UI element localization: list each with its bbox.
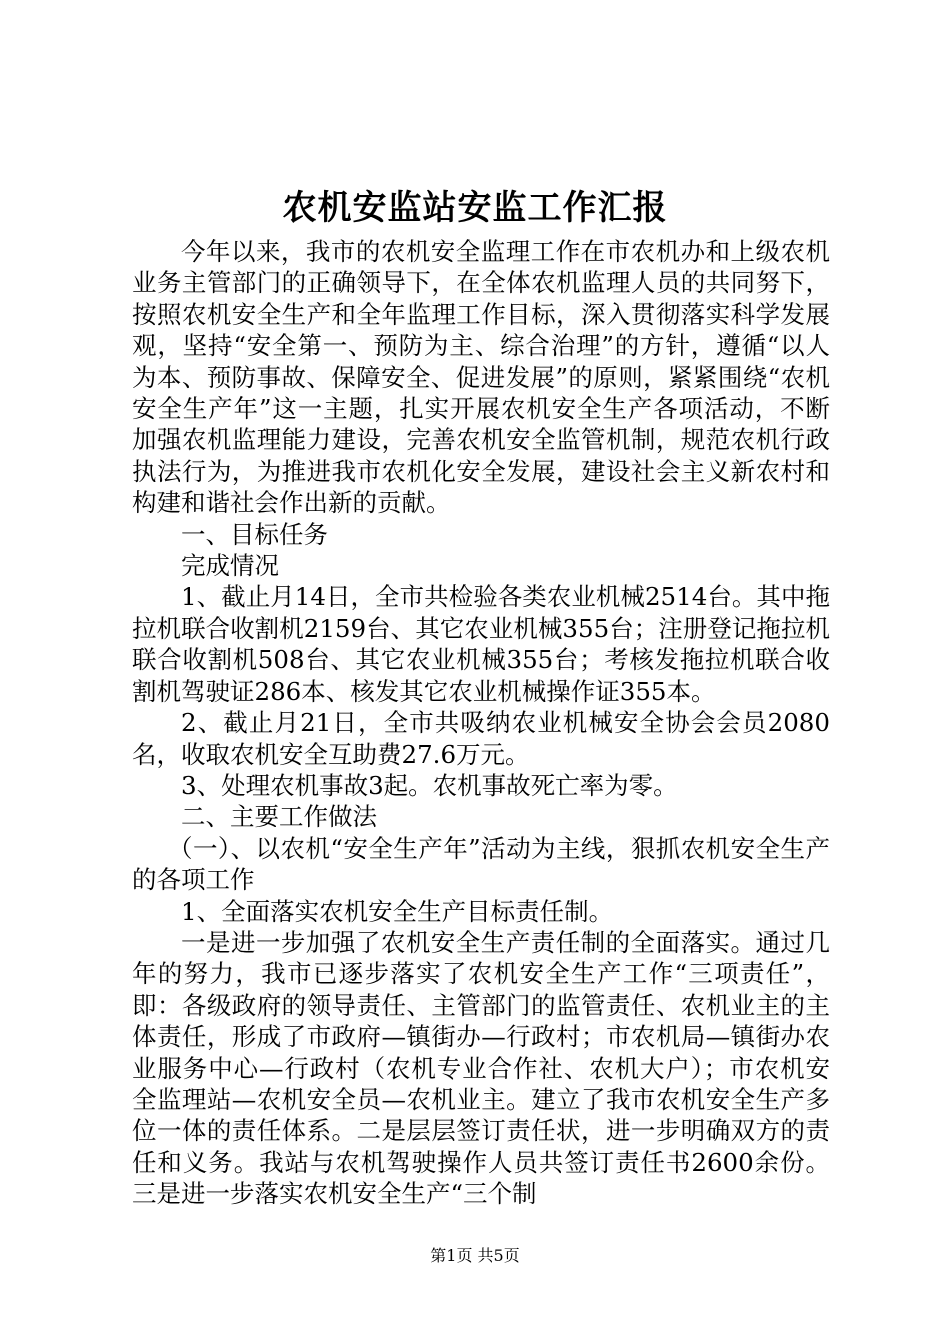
paragraph-item-2: 2、截止月21日，全市共吸纳农业机械安全协会会员2080名，收取农机安全互助费27.6万元。 [132,708,830,769]
document-body [132,236,830,1210]
page-footer: 第1页 共5页 [430,1246,520,1265]
subsection-heading-1: （一）、以农机“安全生产年”活动为主线，狠抓农机安全生产的各项工作 [132,833,830,895]
section-heading-methods: 二、主要工作做法 [181,802,377,832]
paragraph-item-3: 3、处理农机事故3起。农机事故死亡率为零。 [181,770,678,800]
paragraph-item-1: 1、截止月14日，全市共检验各类农业机械2514台。其中拖拉机联合收割机2159台、其它农业机械355台；注册登记拖拉机联合收割机508台、其它农业机械355台；考核发拖拉机联合收割机驾驶证286本、核发其它农业机械操作证355本。 [132,582,830,706]
paragraph-point-1: 1、全面落实农机安全生产目标责任制。 [181,896,614,926]
paragraph-intro: 今年以来，我市的农机安全监理工作在市农机办和上级农机业务主管部门的正确领导下，在全体农机监理人员的共同努下，按照农机安全生产和全年监理工作目标，深入贯彻落实科学发展观，坚持“安全第一、预防为主、综合治理”的方针，遵循“以人为本、预防事故、保障安全、促进发展”的原则，紧紧围绕“农机安全生产年”这一主题，扎实开展农机安全生产各项活动，不断加强农机监理能力建设，完善农机安全监管机制，规范农机行政执法行为，为推进我市农机化安全发展，建设社会主义新农村和构建和谐社会作出新的贡献。 [132,237,830,518]
document-title: 农机安监站安监工作汇报 [282,188,668,228]
subheading-completion: 完成情况 [181,551,279,581]
paragraph-details: 一是进一步加强了农机安全生产责任制的全面落实。通过几年的努力，我市已逐步落实了农机安全生产工作“三项责任”，即：各级政府的领导责任、主管部门的监管责任、农机业主的主体责任，形成了市政府—镇街办—行政村；市农机局—镇街办农业服务中心—行政村（农机专业合作社、农机大户）；市农机安全监理站—农机安全员—农机业主。建立了我市农机安全生产多位一体的责任体系。二是层层签订责任状，进一步明确双方的责任和义务。我站与农机驾驶操作人员共签订责任书2600余份。三是进一步落实农机安全生产“三个制 [132,927,830,1209]
section-heading-goals: 一、目标任务 [181,519,328,549]
